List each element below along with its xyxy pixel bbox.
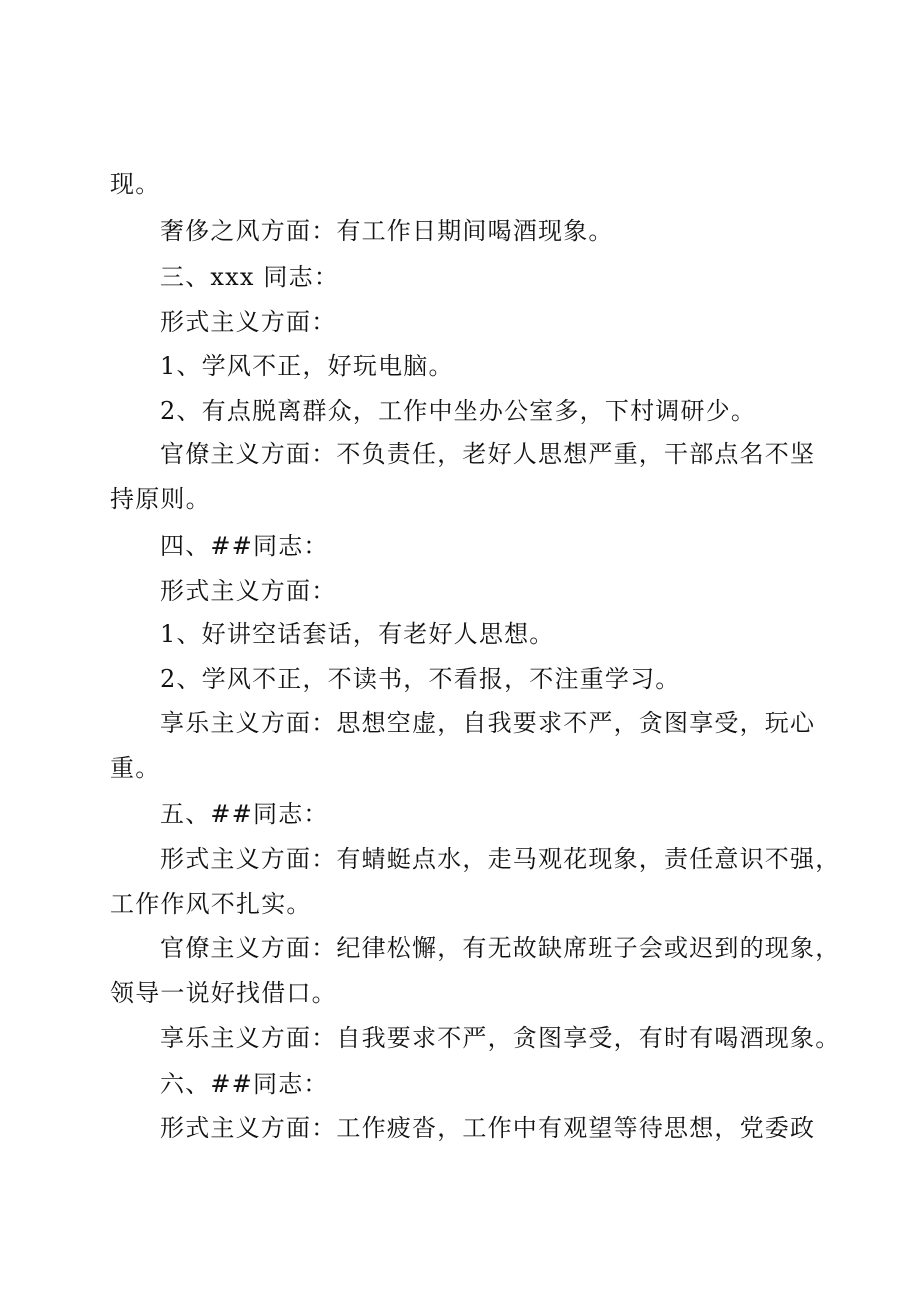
text-line: 现。	[110, 170, 161, 198]
text-line: 2、有点脱离群众，工作中坐办公室多，下村调研少。	[160, 397, 757, 425]
section-heading: 四、##同志：	[160, 532, 329, 560]
text-line: 形式主义方面：工作疲沓，工作中有观望等待思想，党委政	[160, 1114, 816, 1142]
text-line: 形式主义方面：	[160, 308, 337, 336]
text-line: 官僚主义方面：不负责任，老好人思想严重，干部点名不坚	[160, 440, 816, 468]
text-line: 持原则。	[110, 485, 211, 513]
text-line: 官僚主义方面：纪律松懈，有无故缺席班子会或迟到的现象，	[160, 934, 841, 962]
text-line: 2、学风不正，不读书，不看报，不注重学习。	[160, 665, 681, 693]
text-line: 享乐主义方面：自我要求不严，贪图享受，有时有喝酒现象。	[160, 1024, 841, 1052]
section-heading: 六、##同志：	[160, 1070, 329, 1098]
text-line: 领导一说好找借口。	[110, 979, 337, 1007]
text-line: 享乐主义方面：思想空虚，自我要求不严，贪图享受，玩心	[160, 709, 816, 737]
text-line: 奢侈之风方面：有工作日期间喝酒现象。	[160, 217, 614, 245]
text-line: 1、学风不正，好玩电脑。	[160, 352, 454, 380]
text-line: 重。	[110, 754, 161, 782]
text-line: 1、好讲空话套话，有老好人思想。	[160, 620, 555, 648]
section-heading: 三、xxx 同志：	[160, 263, 340, 291]
text-line: 形式主义方面：	[160, 577, 337, 605]
section-heading: 五、##同志：	[160, 800, 329, 828]
text-line: 工作作风不扎实。	[110, 890, 312, 918]
text-line: 形式主义方面：有蜻蜓点水，走马观花现象，责任意识不强，	[160, 845, 841, 873]
